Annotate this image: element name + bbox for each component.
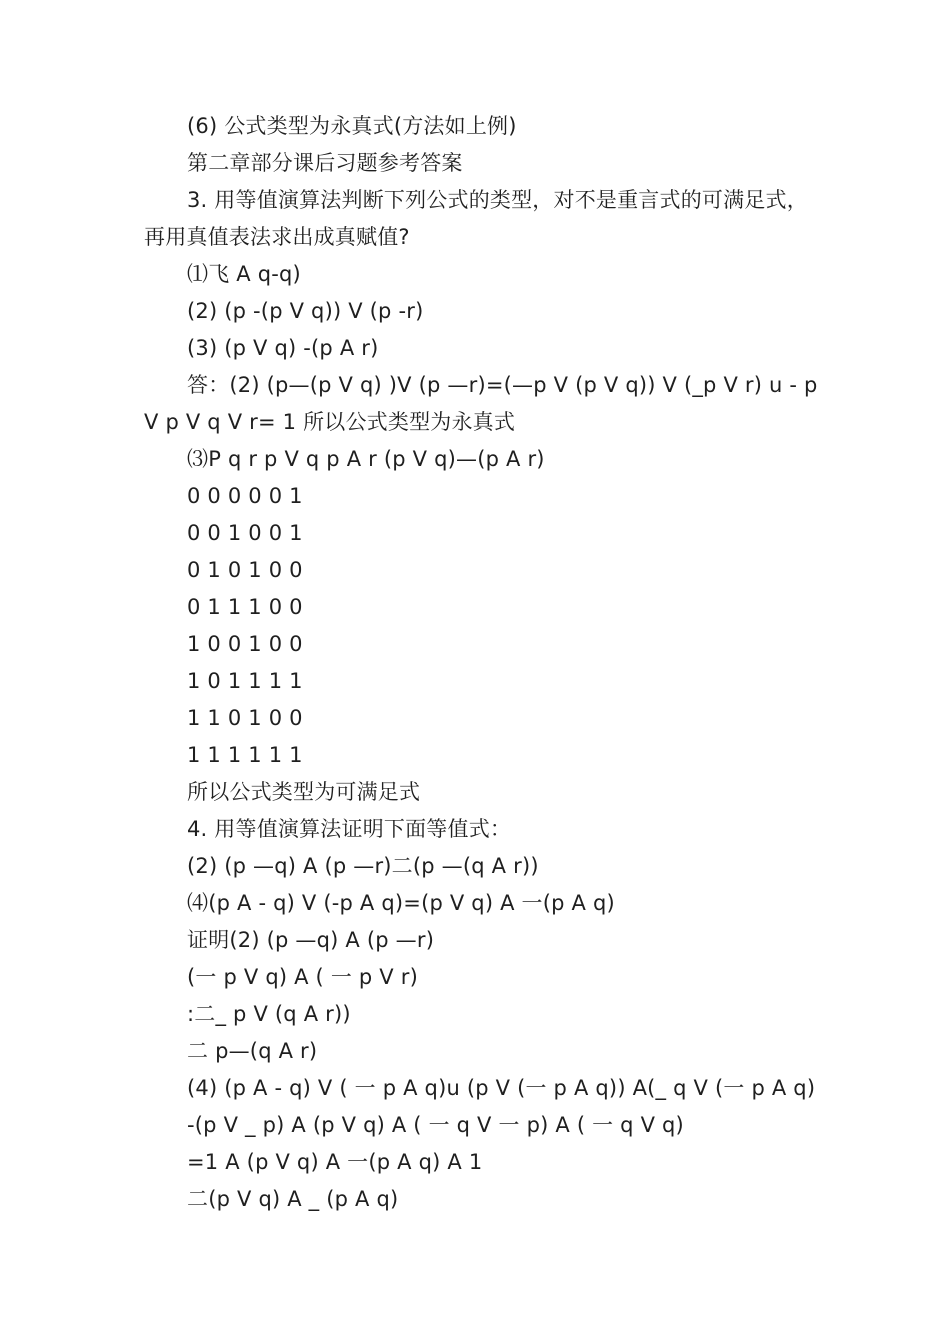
truth-table-row: 0 1 1 1 0 0 (187, 595, 303, 619)
formula-1: ⑴飞 A q-q) (187, 262, 301, 286)
document-body (144, 108, 834, 1218)
formula-2: (2) (p -(p V q)) V (p -r) (187, 299, 424, 323)
answer-2: 答：(2) (p—(p V q) )V (p —r)=(—p V (p V q)) V (_p V r) u - p (187, 373, 818, 397)
proof-2-step: (一 p V q) A ( 一 p V r) (187, 965, 418, 989)
question-3: 3. 用等值演算法判断下列公式的类型，对不是重言式的可满足式， (187, 188, 808, 212)
text-line-method-note: (6) 公式类型为永真式(方法如上例) (187, 114, 517, 138)
truth-table-row: 1 0 1 1 1 1 (187, 669, 303, 693)
proof-4-step: =1 A (p V q) A 一(p A q) A 1 (187, 1150, 483, 1174)
question-3-continued: 再用真值表法求出成真赋值? (144, 225, 410, 249)
proof-4-step: -(p V _ p) A (p V q) A ( 一 q V 一 p) A ( 一 q V q) (187, 1113, 684, 1137)
equivalence-2: (2) (p —q) A (p —r)二(p —(q A r)) (187, 854, 539, 878)
truth-table-row: 0 0 1 0 0 1 (187, 521, 303, 545)
proof-4-step: 二(p V q) A _ (p A q) (187, 1187, 399, 1211)
truth-table-row: 0 1 0 1 0 0 (187, 558, 303, 582)
question-4: 4. 用等值演算法证明下面等值式： (187, 817, 512, 841)
truth-table-row: 1 0 0 1 0 0 (187, 632, 303, 656)
truth-table-header: ⑶P q r p V q p A r (p V q)—(p A r) (187, 447, 545, 471)
truth-table-row: 1 1 1 1 1 1 (187, 743, 303, 767)
proof-2-step: :二_ p V (q A r)) (187, 1002, 351, 1026)
proof-2-start: 证明(2) (p —q) A (p —r) (187, 928, 435, 952)
chapter-heading: 第二章部分课后习题参考答案 (187, 151, 463, 175)
answer-2-continued: V p V q V r= 1 所以公式类型为永真式 (144, 410, 516, 434)
proof-4-start: (4) (p A - q) V ( 一 p A q)u (p V (一 p A q)) A(_ q V (一 p A q) (187, 1076, 816, 1100)
conclusion-satisfiable: 所以公式类型为可满足式 (187, 780, 421, 804)
truth-table-row: 0 0 0 0 0 1 (187, 484, 303, 508)
equivalence-4: ⑷(p A - q) V (-p A q)=(p V q) A 一(p A q) (187, 891, 615, 915)
truth-table-row: 1 1 0 1 0 0 (187, 706, 303, 730)
formula-3: (3) (p V q) -(p A r) (187, 336, 379, 360)
proof-2-step: 二 p—(q A r) (187, 1039, 318, 1063)
